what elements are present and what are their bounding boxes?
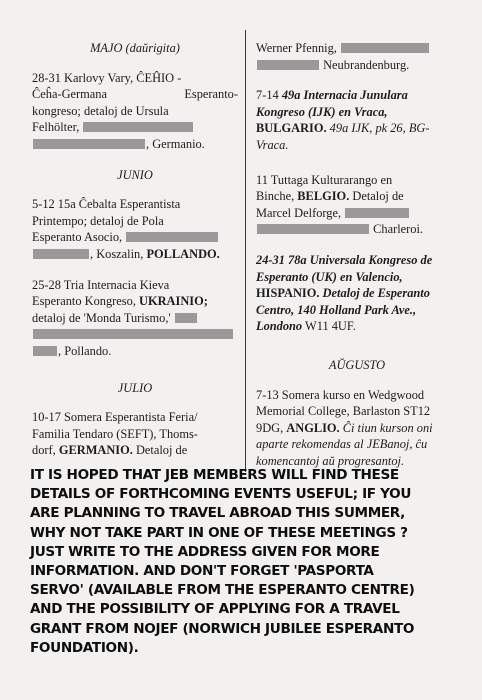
event-text: Detaloj de Esperanto <box>319 286 430 301</box>
month-heading-junio: JUNIO <box>117 167 153 182</box>
event-text-row <box>32 343 238 360</box>
event-text-row <box>256 221 458 238</box>
event-text: kongreso; detaloj de Ursula <box>32 103 169 118</box>
event-text-row <box>32 442 238 459</box>
month-heading-augusto: AŬGUSTO <box>328 357 386 372</box>
event-text: Neubrandenburg. <box>323 57 410 72</box>
country-name: BULGARIO. <box>256 121 327 136</box>
event-cebalta-printempo <box>32 196 238 262</box>
event-text: 49a IJK, pk 26, BG- <box>326 121 430 136</box>
redacted-address <box>341 43 429 53</box>
country-name: BELGIO. <box>297 189 350 204</box>
event-text: dorf, <box>32 443 59 458</box>
event-text: 24-31 78a Universala Kongreso de <box>256 252 433 267</box>
event-text: Esperanto- <box>184 87 238 102</box>
event-text-row <box>256 285 458 302</box>
event-text: 11 Tuttaga Kulturarango en <box>256 172 393 187</box>
event-text-row <box>32 229 238 246</box>
redacted-address <box>33 329 233 339</box>
redacted-address <box>33 249 89 259</box>
event-text-row <box>256 205 458 222</box>
month-heading-julio: JULIO <box>117 380 153 395</box>
event-text: Esperanto Asocio, <box>32 230 123 245</box>
redacted-address <box>257 224 369 234</box>
month-heading-majo: MAJO (daŭrigita) <box>90 41 180 55</box>
footer-line: GRANT FROM NOJEF (NORWICH JUBILEE ESPERANTO <box>30 620 415 637</box>
left-column <box>32 40 238 473</box>
redacted-address <box>83 122 193 132</box>
event-text: Centro, 140 Holland Park Ave., <box>256 302 417 317</box>
footer-line: ARE PLANNING TO TRAVEL ABROAD THIS SUMMER, <box>30 505 405 522</box>
country-name: POLLANDO. <box>146 246 220 261</box>
country-name: ANGLIO. <box>286 420 340 435</box>
footer-notice <box>30 466 458 658</box>
event-text: detaloj de 'Monda Turismo,' <box>32 310 171 325</box>
redacted-address <box>126 232 218 242</box>
event-text-row <box>32 293 238 310</box>
event-kieva-kongreso <box>32 277 238 360</box>
footer-line: IT IS HOPED THAT JEB MEMBERS WILL FIND THESE <box>30 467 399 483</box>
event-seft-tendaro <box>32 409 238 459</box>
event-text: , Germanio. <box>146 136 205 151</box>
event-tuttaga-kulturarango <box>256 172 458 238</box>
event-text: Ĉeĥa-Germana <box>32 87 107 102</box>
country-name: GERMANIO. <box>58 443 133 458</box>
event-text: Esperanto Kongreso, <box>32 294 140 309</box>
event-text: Esperanto (UK) en Valencio, <box>256 269 403 284</box>
event-text-row <box>32 246 238 263</box>
event-text: 7-14 <box>256 88 282 103</box>
footer-line: SERVO' (AVAILABLE FROM THE ESPERANTO CENTRE) <box>30 582 415 599</box>
event-text: , Koszalin, <box>90 246 147 261</box>
footer-line: AND THE POSSIBILITY OF APPLYING FOR A TRAVEL <box>30 601 400 618</box>
event-text-row <box>32 86 238 103</box>
column-divider <box>245 30 246 472</box>
event-text: Londono <box>256 319 303 334</box>
event-text: 28-31 Karlovy Vary, ĈEĤIO - <box>32 70 182 85</box>
event-text-row <box>32 310 238 327</box>
event-text-row <box>32 136 238 153</box>
event-text: Vraca. <box>256 137 289 152</box>
redacted-address <box>257 60 319 70</box>
event-text: Memorial College, Barlaston ST12 <box>256 404 431 419</box>
footer-line: INFORMATION. AND DON'T FORGET 'PASPORTA <box>30 563 374 580</box>
event-junulara-kongreso <box>256 87 458 153</box>
event-text-row <box>256 57 458 74</box>
event-text: 7-13 Somera kurso en Wedgwood <box>256 387 425 402</box>
event-text-row <box>256 420 458 437</box>
event-text-row <box>256 188 458 205</box>
event-text: 25-28 Tria Internacia Kieva <box>32 277 170 292</box>
event-text: Printempo; detaloj de Pola <box>32 213 164 228</box>
event-text: Familia Tendaro (SEFT), Thoms- <box>32 426 198 441</box>
event-text: Binche, <box>256 189 298 204</box>
event-text-row <box>256 40 458 57</box>
redacted-address <box>345 208 409 218</box>
event-text: Detaloj de <box>349 189 404 204</box>
event-text-row <box>256 318 458 335</box>
event-text: , Pollando. <box>58 343 112 358</box>
country-name: UKRAINIO; <box>139 294 208 309</box>
redacted-address <box>175 313 197 323</box>
event-text-row <box>256 87 458 104</box>
event-universala-kongreso <box>256 252 458 335</box>
event-text: Detaloj de <box>132 443 188 458</box>
event-continued <box>256 40 458 73</box>
country-name: HISPANIO. <box>256 286 320 301</box>
event-text: Werner Pfennig, <box>256 41 337 55</box>
event-text: W11 4UF. <box>302 319 356 334</box>
footer-line: DETAILS OF FORTHCOMING EVENTS USEFUL; IF YOU <box>30 486 412 503</box>
event-karlovy-vary <box>32 70 238 153</box>
event-text-row <box>32 119 238 136</box>
event-somera-kurso <box>256 387 458 470</box>
footer-line: WHY NOT TAKE PART IN ONE OF THESE MEETINGS ? <box>30 524 408 541</box>
event-text: Marcel Delforge, <box>256 205 342 220</box>
right-column <box>256 40 458 483</box>
event-text: aparte rekomendas al JEBanoj, ĉu <box>256 437 428 452</box>
footer-line: FOUNDATION). <box>30 639 139 656</box>
event-text: 9DG, <box>256 420 287 435</box>
redacted-address <box>33 139 145 149</box>
event-text: 10-17 Somera Esperantista Feria/ <box>32 410 198 425</box>
event-text: Ĉi tiun kurson oni <box>339 420 433 435</box>
event-text: 49a Internacia Junulara <box>281 88 408 103</box>
event-text: 5-12 15a Ĉebalta Esperantista <box>32 197 181 212</box>
event-text: Felhölter, <box>32 120 80 135</box>
event-text-row <box>256 120 458 137</box>
event-text: komencantoj aŭ progresantoj. <box>256 453 405 468</box>
redacted-address <box>33 346 57 356</box>
event-text: Kongreso (IJK) en Vraca, <box>256 104 388 119</box>
event-text: Charleroi. <box>373 222 423 237</box>
footer-line: JUST WRITE TO THE ADDRESS GIVEN FOR MORE <box>30 543 380 560</box>
event-text-row <box>32 326 238 343</box>
